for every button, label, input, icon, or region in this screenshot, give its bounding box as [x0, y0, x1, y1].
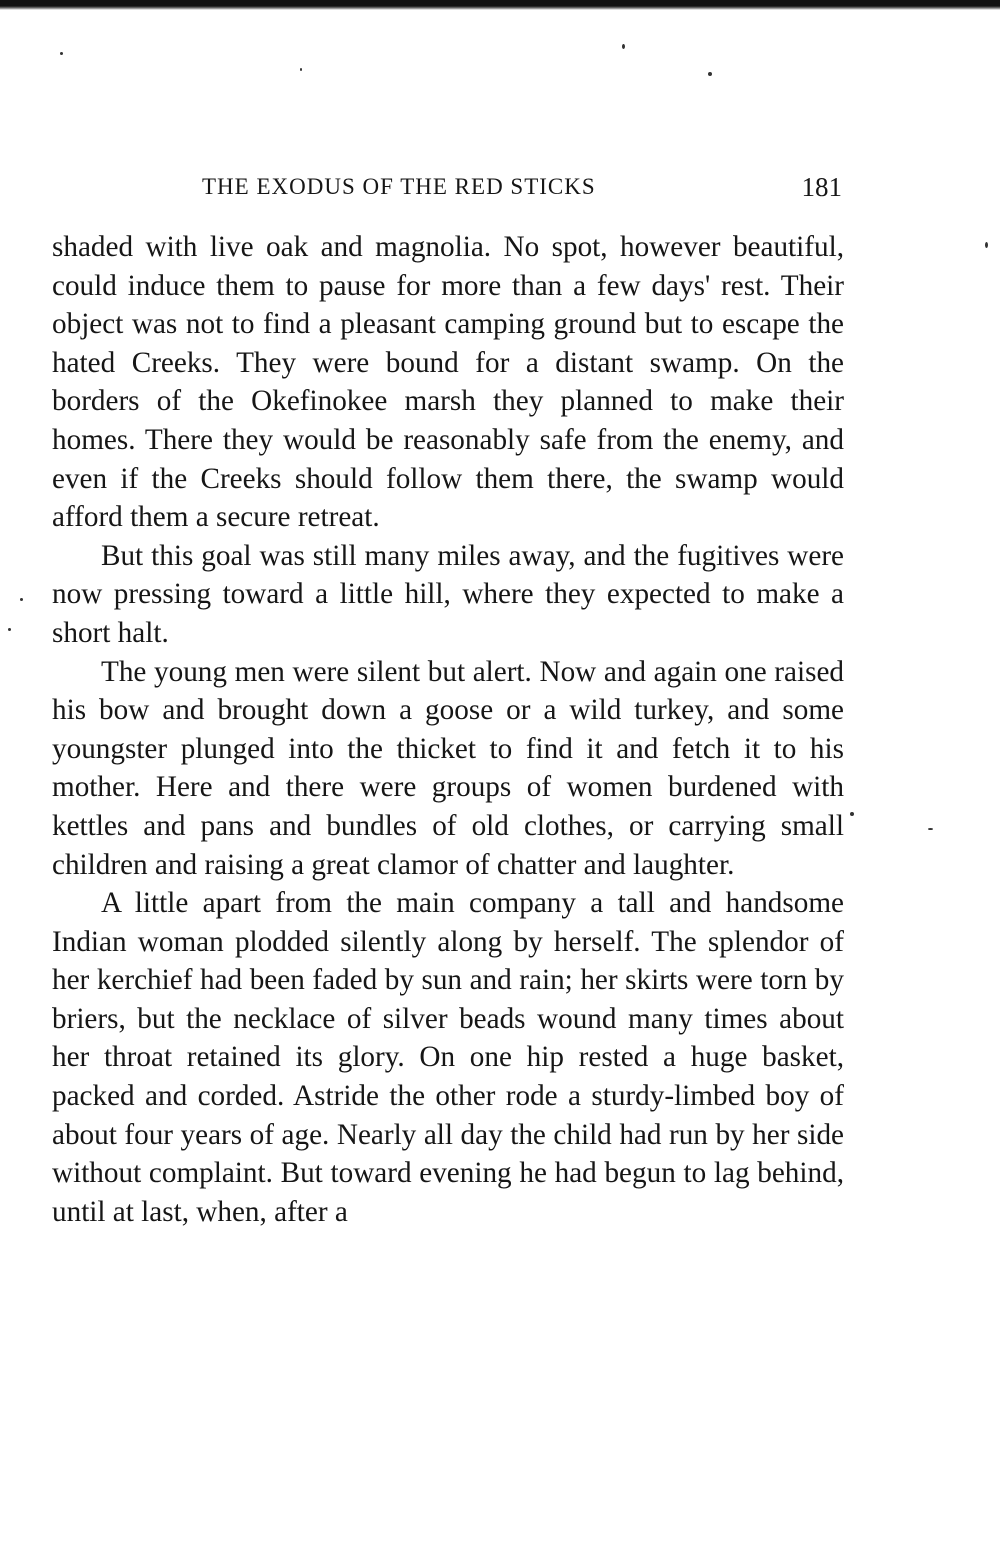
paragraph: The young men were silent but alert. Now and again one raised his bow and brought down a goose or a wild turkey, and some youngster plunged into the thicket to find it and fetch it to his mother. Here and there were groups of women burdened with kettles and pans and bundles of old clothes, or carrying small children and raising a great clamor of chatter and laughter.: [52, 655, 844, 881]
paragraph: A little apart from the main company a tall and handsome Indian woman plodded silently along by herself. The splendor of her kerchief had been faded by sun and rain; her skirts were torn by briers, but the necklace of silver beads wound many times about her throat retained its glory. On one hip rested a huge basket, packed and corded. Astride the other rode a sturdy-limbed boy of about four years of age. Nearly all day the child had run by her side without complaint. But toward evening he had begun to lag behind, until at last, when, after a: [52, 887, 844, 1228]
running-head: [52, 170, 844, 206]
scan-speck: [60, 52, 63, 55]
page-top-edge: [0, 0, 1000, 10]
scan-speck: [708, 72, 712, 76]
scan-speck: [985, 242, 988, 248]
scan-speck: [850, 812, 854, 816]
running-title: THE EXODUS OF THE RED STICKS: [202, 174, 596, 199]
body-text: [52, 228, 844, 1231]
paragraph: shaded with live oak and magnolia. No spot, however beautiful, could induce them to pause for more than a few days' rest. Their object was not to find a pleasant camping ground but to escape the hated Creeks. They were bound for a distant swamp. On the borders of the Okefinokee marsh they planned to make their homes. There they would be reasonably safe from the enemy, and even if the Creeks should follow them there, the swamp would afford them a secure retreat.: [52, 231, 844, 534]
page-number: 181: [801, 172, 842, 202]
scan-speck: [300, 68, 302, 71]
scan-speck: [928, 828, 933, 830]
scan-speck: [622, 44, 625, 49]
scan-speck: [20, 598, 23, 601]
paragraph: But this goal was still many miles away, and the fugitives were now pressing toward a little hill, where they expected to make a short halt.: [52, 539, 844, 649]
scan-speck: [8, 628, 11, 631]
